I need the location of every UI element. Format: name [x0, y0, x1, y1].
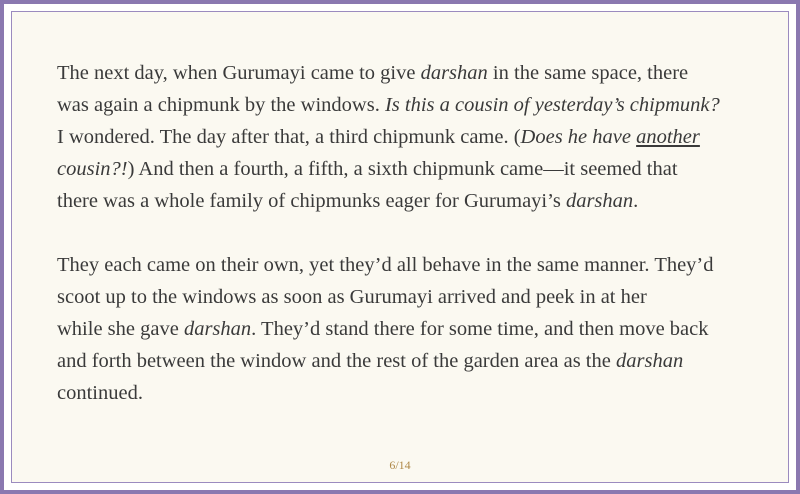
italic-question: cousin?! [57, 158, 128, 180]
text-line [57, 249, 737, 281]
page-indicator: 6/14 [389, 458, 411, 472]
paragraph-1 [57, 57, 737, 217]
text-line [57, 89, 737, 121]
text-run: while she gave [57, 318, 184, 340]
italic-question: Is this a cousin of yesterday’s chipmunk? [384, 94, 720, 116]
italic-term: darshan [565, 190, 634, 212]
text-run: I wondered. The day after that, a third chipmunk came. ( [57, 126, 521, 148]
paragraph-2 [57, 249, 737, 409]
text-line [57, 121, 737, 153]
text-run: was again a chipmunk by the windows. [57, 94, 385, 116]
text-run: . They’d stand there for some time, and then move back [251, 318, 709, 340]
text-run: ) And then a fourth, a fifth, a sixth chipmunk came—it seemed that [127, 158, 678, 180]
text-line [57, 185, 737, 217]
text-line [57, 313, 737, 345]
underlined-emphasis: another [636, 126, 700, 148]
text-line [57, 377, 737, 409]
text-run: They each came on their own, yet they’d all behave in the same manner. They’d [57, 254, 714, 276]
text-run: in the same space, there [487, 62, 689, 84]
text-run: scoot up to the windows as soon as Gurumayi arrived and peek in at her [57, 286, 647, 308]
text-run: continued. [57, 382, 143, 404]
italic-term: darshan [615, 350, 684, 372]
text-run: The next day, when Gurumayi came to give [57, 62, 421, 84]
text-line [57, 281, 737, 313]
text-run: there was a whole family of chipmunks eager for Gurumayi’s [57, 190, 566, 212]
italic-question: Does he have [520, 126, 637, 148]
italic-term: darshan [183, 318, 252, 340]
italic-term: darshan [420, 62, 488, 84]
story-text [57, 57, 737, 409]
text-run: and forth between the window and the rest of the garden area as the [57, 350, 616, 372]
text-line [57, 57, 737, 89]
text-line [57, 153, 737, 185]
text-run: . [633, 190, 639, 212]
text-line [57, 345, 737, 377]
